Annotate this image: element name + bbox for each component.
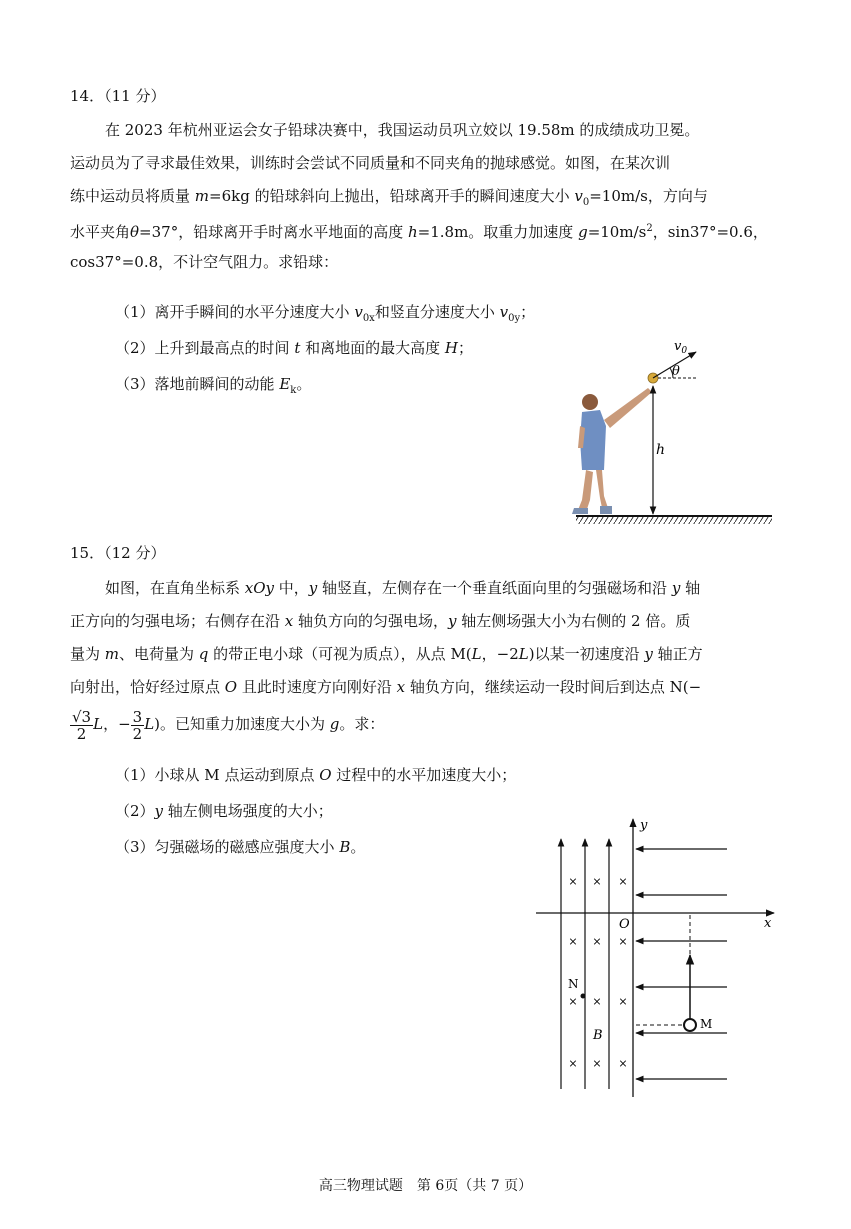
q14-sub-1: （1）离开手瞬间的水平分速度大小 $v_{0x}$和竖直分速度大小 $v_{0y}$； bbox=[115, 303, 536, 324]
cross-mark: × bbox=[592, 995, 602, 1008]
cross-mark: × bbox=[618, 935, 628, 948]
cross-mark: × bbox=[568, 995, 578, 1008]
q15-para-line-2: 正方向的匀强电场；右侧存在沿 x 轴负方向的匀强电场，y 轴左侧场强大小为右侧的 2 倍。质 bbox=[70, 612, 691, 630]
label-B: B bbox=[593, 1028, 603, 1043]
label-v0: $v_0$ bbox=[674, 339, 688, 356]
q14-para-line-2: 运动员为了寻求最佳效果，训练时会尝试不同质量和不同夹角的抛球感觉。如图，在某次训 bbox=[70, 154, 671, 172]
athlete-icon bbox=[572, 388, 652, 514]
label-M: M bbox=[700, 1017, 713, 1031]
cross-mark: × bbox=[618, 875, 628, 888]
label-N: N bbox=[568, 977, 579, 991]
point-N bbox=[581, 994, 586, 999]
q14-sub-2: （2）上升到最高点的时间 t 和离地面的最大高度 H； bbox=[115, 339, 474, 357]
q15-para-line-5: $\frac{√3}{2}$ L，− $\frac{3}{2}$ L)。已知重力加速度大小为 g。求： bbox=[72, 707, 385, 743]
label-origin: O bbox=[619, 917, 630, 932]
cross-mark: × bbox=[592, 935, 602, 948]
point-M-ball-icon bbox=[684, 1019, 696, 1031]
field-diagram bbox=[530, 815, 780, 1105]
q14-para-line-5: cos37°=0.8，不计空气阻力。求铅球： bbox=[70, 253, 339, 271]
cross-mark: × bbox=[568, 935, 578, 948]
q15-para-line-1: 如图，在直角坐标系 xOy 中，y 轴竖直，左侧存在一个垂直纸面向里的匀强磁场和沿 y 轴 bbox=[105, 579, 701, 597]
q14-para-line-3: 练中运动员将质量 m=6kg 的铅球斜向上抛出，铅球离开手的瞬间速度大小 $v_0=10m/s$，方向与 bbox=[70, 187, 708, 208]
q15-header: 15．（12 分） bbox=[70, 544, 166, 562]
q14-sub-3: （3）落地前瞬间的动能 $E_k$。 bbox=[115, 375, 312, 396]
cross-mark: × bbox=[592, 1057, 602, 1070]
q15-para-line-3: 量为 m、电荷量为 q 的带正电小球（可视为质点），从点 M(L，−2L)以某一初速度沿 y 轴正方 bbox=[70, 645, 703, 663]
label-h: h bbox=[656, 442, 666, 458]
label-x: x bbox=[764, 916, 772, 931]
page-footer: 高三物理试题 第 6页（共 7 页） bbox=[318, 1178, 533, 1194]
q15-sub-2: （2）y 轴左侧电场强度的大小； bbox=[115, 802, 333, 820]
label-y: y bbox=[640, 818, 648, 833]
fraction-3-over-2: $\frac{3}{2}$ bbox=[132, 707, 143, 743]
shot-put-figure bbox=[560, 330, 780, 530]
label-theta: θ bbox=[672, 364, 680, 379]
cross-mark: × bbox=[568, 1057, 578, 1070]
cross-mark: × bbox=[592, 875, 602, 888]
q14-para-line-4: 水平夹角θ=37°，铅球离开手时离水平地面的高度 h=1.8m。取重力加速度 $g=10m/s^2$，sin37°=0.6， bbox=[70, 223, 768, 241]
fraction-sqrt3-over-2: $\frac{√3}{2}$ bbox=[72, 707, 92, 743]
q15-sub-3: （3）匀强磁场的磁感应强度大小 B。 bbox=[115, 838, 366, 856]
cross-mark: × bbox=[618, 995, 628, 1008]
q15-sub-1: （1）小球从 M 点运动到原点 O 过程中的水平加速度大小； bbox=[115, 766, 517, 784]
q14-header: 14．（11 分） bbox=[70, 87, 166, 105]
q14-para-line-1: 在 2023 年杭州亚运会女子铅球决赛中，我国运动员巩立姣以 19.58m 的成绩成功卫冕。 bbox=[105, 121, 700, 139]
cross-mark: × bbox=[568, 875, 578, 888]
q15-para-line-4: 向射出，恰好经过原点 O 且此时速度方向刚好沿 x 轴负方向，继续运动一段时间后到达点 N(− bbox=[70, 678, 702, 696]
cross-mark: × bbox=[618, 1057, 628, 1070]
ground-hatch bbox=[576, 516, 772, 524]
